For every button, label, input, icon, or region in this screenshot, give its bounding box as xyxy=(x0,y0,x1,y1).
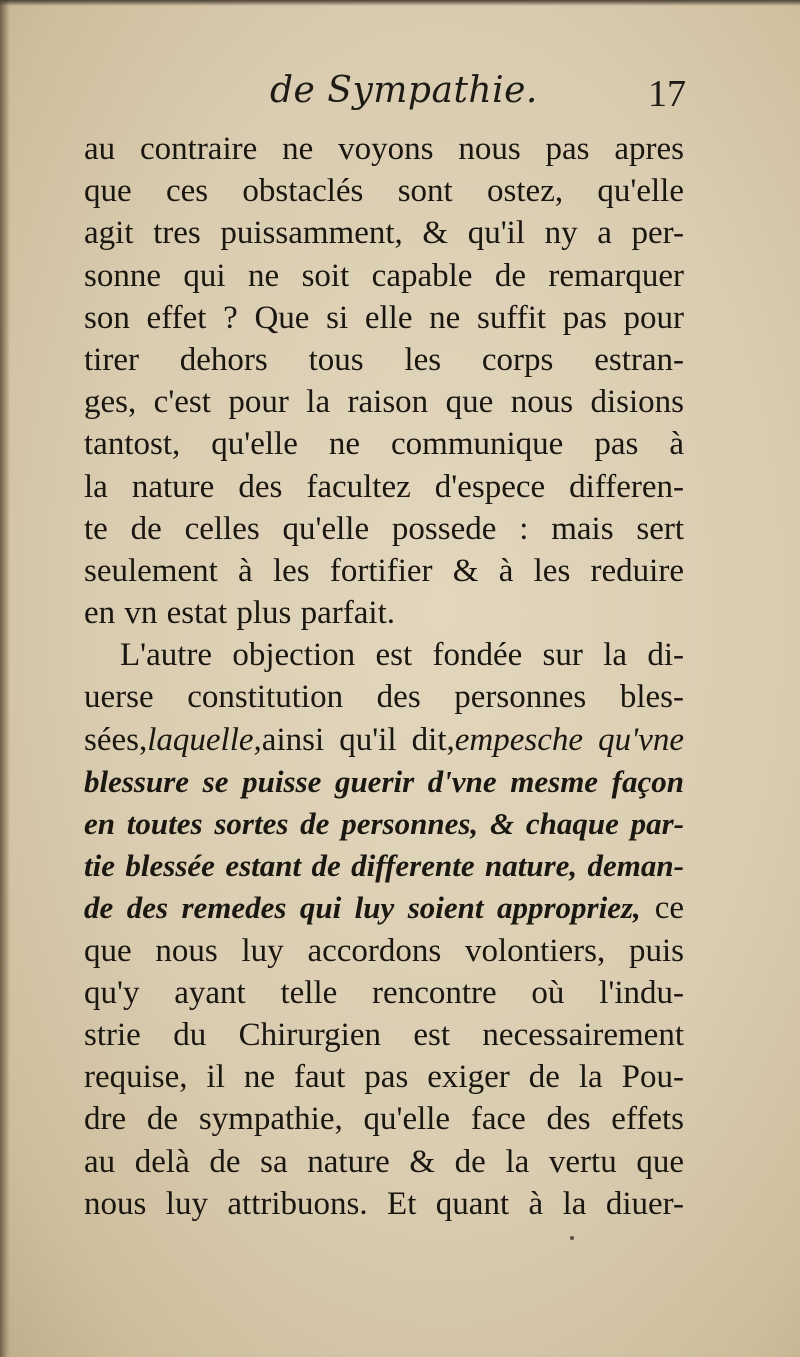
italic-text-line: tie blessée estant de differente nature, deman- xyxy=(84,848,684,884)
text-line: nous luy attribuons. Et quant à la diuer- xyxy=(84,1185,684,1222)
text-line: tirer dehors tous les corps estran- xyxy=(84,341,684,378)
italic-run: empesche qu'vne xyxy=(454,721,684,758)
text-line: qu'y ayant telle rencontre où l'indu- xyxy=(84,974,684,1011)
text-line: requise, il ne faut pas exiger de la Pou- xyxy=(84,1059,684,1096)
running-head: de Sympathie. xyxy=(270,70,538,111)
text-line: que nous luy accordons volontiers, puis xyxy=(84,932,684,969)
text-line: uerse constitution des personnes bles- xyxy=(84,679,684,716)
body-text xyxy=(84,128,684,1225)
text-line: dre de sympathie, qu'elle face des effets xyxy=(84,1101,684,1138)
text-line-mixed xyxy=(84,719,684,761)
page-left-edge xyxy=(0,0,10,1357)
text-line: L'autre objection est fondée sur la di- xyxy=(120,637,684,674)
roman-run: ce xyxy=(640,890,685,927)
page-number: 17 xyxy=(648,73,686,115)
italic-run: laquelle, xyxy=(147,721,262,758)
text-line: la nature des facultez d'espece differen- xyxy=(84,468,684,505)
text-line: sonne qui ne soit capable de remarquer xyxy=(84,257,684,294)
text-line: tantost, qu'elle ne communique pas à xyxy=(84,426,684,463)
text-line: en vn estat plus parfait. xyxy=(84,595,395,632)
italic-text-line: en toutes sortes de personnes, & chaque par- xyxy=(84,806,684,841)
text-line: te de celles qu'elle possede : mais sert xyxy=(84,510,684,547)
page-top-edge xyxy=(0,0,800,6)
text-line: agit tres puissamment, & qu'il ny a per- xyxy=(84,215,684,252)
text-line: au delà de sa nature & de la vertu que xyxy=(84,1143,684,1180)
text-line: strie du Chirurgien est necessairement xyxy=(84,1016,684,1053)
italic-run: de des remedes qui luy soient appropriez, xyxy=(84,890,641,926)
text-line: au contraire ne voyons nous pas apres xyxy=(84,131,684,167)
italic-text-line: blessure se puisse guerir d'vne mesme façon xyxy=(84,763,684,799)
ink-speck xyxy=(570,1236,574,1240)
roman-run: sées, xyxy=(84,721,148,758)
text-line: ges, c'est pour la raison que nous disions xyxy=(84,384,684,421)
text-line: que ces obstaclés sont ostez, qu'elle xyxy=(84,173,684,210)
roman-run: ainsi qu'il dit, xyxy=(261,721,455,758)
text-line: seulement à les fortifier & à les reduire xyxy=(84,552,684,589)
text-line: son effet ? Que si elle ne suffit pas pour xyxy=(84,299,684,336)
page-header xyxy=(80,70,700,130)
text-line-mixed xyxy=(84,887,684,929)
